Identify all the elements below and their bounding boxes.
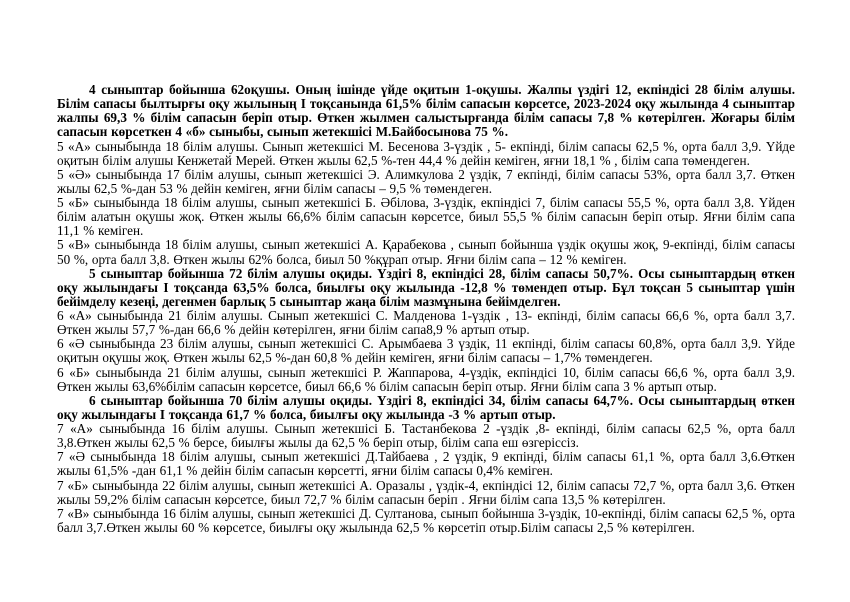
paragraph-class-6a: 6 «А» сыныбында 21 білім алушы. Сынып жетекшісі С. Малденова 1-үздік , 13- екпінді, білім сапасы 66,6 %, орта балл 3,7. Өткен жылы 57,7 %-дан 66,6 % дейін көтерілген, яғни білім сапа8,9 % артып отыр. bbox=[57, 308, 795, 338]
paragraph-summary-grade5: 5 сыныптар бойынша 72 білім алушы оқиды. Үздігі 8, екпіндісі 28, білім сапасы 50,7%. Осы сыныптардың өткен оқу жылындағы I тоқсанда 63,5% болса, биылғы оқу жылында -12,8 % төмендеп отыр. Бұл тоқсан 5 сыныптар үшін бейімделу кезеңі, дегенмен барлық 5 сыныптар жаңа білім мазмұнына бейімделген. bbox=[57, 265, 795, 309]
paragraph-class-5b: 5 «Б» сыныбында 18 білім алушы, сынып жетекшісі Б. Әбілова, 3-үздік, екпіндісі 7, білім сапасы 55,5 %, орта балл 3,8. Үйден білім алатын оқушы жоқ. Өткен жылы 66,6% білім сапасын көрсетсе, биыл 55,5 % білім сапасын беріп отыр. Яғни білім сапа 11,1 % кеміген. bbox=[57, 195, 795, 239]
paragraph-class-7v: 7 «В» сыныбында 16 білім алушы, сынып жетекшісі Д. Султанова, сынып бойынша 3-үздік, 10-екпінді, білім сапасы 62,5 %, орта балл 3,7.Өткен жылы 60 % көрсетсе, биылғы оқу жылында 62,5 % көрсетіп отыр.Білім сапасы 2,5 % көтерілген. bbox=[57, 505, 795, 535]
paragraph-class-6b: 6 «Б» сыныбында 21 білім алушы, сынып жетекшісі Р. Жаппарова, 4-үздік, екпіндісі 10, білім сапасы 66,6 %, орта балл 3,9. Өткен жылы 63,6%білім сапасын көрсетсе, биыл 66,6 % білім сапасын беріп отыр. Яғни білім сапа 3 % артып отыр. bbox=[57, 364, 795, 394]
paragraph-class-5v: 5 «В» сыныбында 18 білім алушы, сынып жетекшісі А. Қарабекова , сынып бойынша үздік оқушы жоқ, 9-екпінді, білім сапасы 50 %, орта балл 3,8. Өткен жылы 62% болса, биыл 50 %құрап отыр. Яғни білім сапа – 12 % кеміген. bbox=[57, 237, 795, 267]
document-body bbox=[57, 83, 795, 535]
paragraph-class-5a: 5 «А» сыныбында 18 білім алушы. Сынып жетекшісі М. Бесенова 3-үздік , 5- екпінді, білім сапасы 62,5 %, орта балл 3,9. Үйде оқитын білім алушы Кенжетай Мерей. Өткен жылы 62,5 %-тен 44,4 % дейін кеміген, яғни 18,1 % , білім сапа төмендеген. bbox=[57, 138, 795, 168]
paragraph-class-7a2: 7 «Ә сыныбында 18 білім алушы, сынып жетекшісі Д.Тайбаева , 2 үздік, 9 екпінді, білім сапасы 61,1 %, орта балл 3,6.Өткен жылы 61,5% -дан 61,1 % дейін білім сапасын көрсетті, яғни білім сапасы 0,4% кеміген. bbox=[57, 449, 795, 479]
paragraph-summary-grade6: 6 сыныптар бойынша 70 білім алушы оқиды. Үздігі 8, екпіндісі 34, білім сапасы 64,7%. Осы сыныптардың өткен оқу жылындағы I тоқсанда 61,7 % болса, биылғы оқу жылында -3 % артып отыр. bbox=[57, 392, 795, 422]
paragraph-class-7a: 7 «А» сыныбында 16 білім алушы. Сынып жетекшісі Б. Тастанбекова 2 -үздік ,8- екпінді, білім сапасы 62,5 %, орта балл 3,8.Өткен жылы 62,5 % берсе, биылғы жылы да 62,5 % беріп отыр, білім сапа еш өзгеріссіз. bbox=[57, 421, 795, 451]
paragraph-class-6a2: 6 «Ә сыныбында 23 білім алушы, сынып жетекшісі С. Арымбаева 3 үздік, 11 екпінді, білім сапасы 60,8%, орта балл 3,9. Үйде оқитын оқушы жоқ. Өткен жылы 62,5 %-дан 60,8 % дейін кеміген, яғни білім сапасы – 1,7% төмендеген. bbox=[57, 336, 795, 366]
paragraph-class-5a2: 5 «Ә» сыныбында 17 білім алушы, сынып жетекшісі Э. Алимкулова 2 үздік, 7 екпінді, білім сапасы 53%, орта балл 3,7. Өткен жылы 62,5 %-дан 53 % дейін кеміген, яғни білім сапасы – 9,5 % төмендеген. bbox=[57, 166, 795, 196]
paragraph-class-7b: 7 «Б» сыныбында 22 білім алушы, сынып жетекшісі А. Оразалы , үздік-4, екпіндісі 12, білім сапасы 72,7 %, орта балл 3,6. Өткен жылы 59,2% білім сапасын көрсетсе, биыл 72,7 % білім сапасын беріп . Яғни білім сапа 13,5 % көтерілген. bbox=[57, 477, 795, 507]
paragraph-summary-grade4: 4 сыныптар бойынша 62оқушы. Оның ішінде үйде оқитын 1-оқушы. Жалпы үздігі 12, екпіндісі 28 білім алушы. Білім сапасы былтырғы оқу жылының I тоқсанында 61,5% білім сапасын көрсетсе, 2023-2024 оқу жылында 4 сыныптар жалпы 69,3 % білім сапасын беріп отыр. Өткен жылмен салыстырғанда білім сапасы 7,8 % көтерілген. Жоғары білім сапасын көрсеткен 4 «б» сыныбы, сынып жетекшісі М.Байбосынова 75 %. bbox=[57, 82, 795, 140]
